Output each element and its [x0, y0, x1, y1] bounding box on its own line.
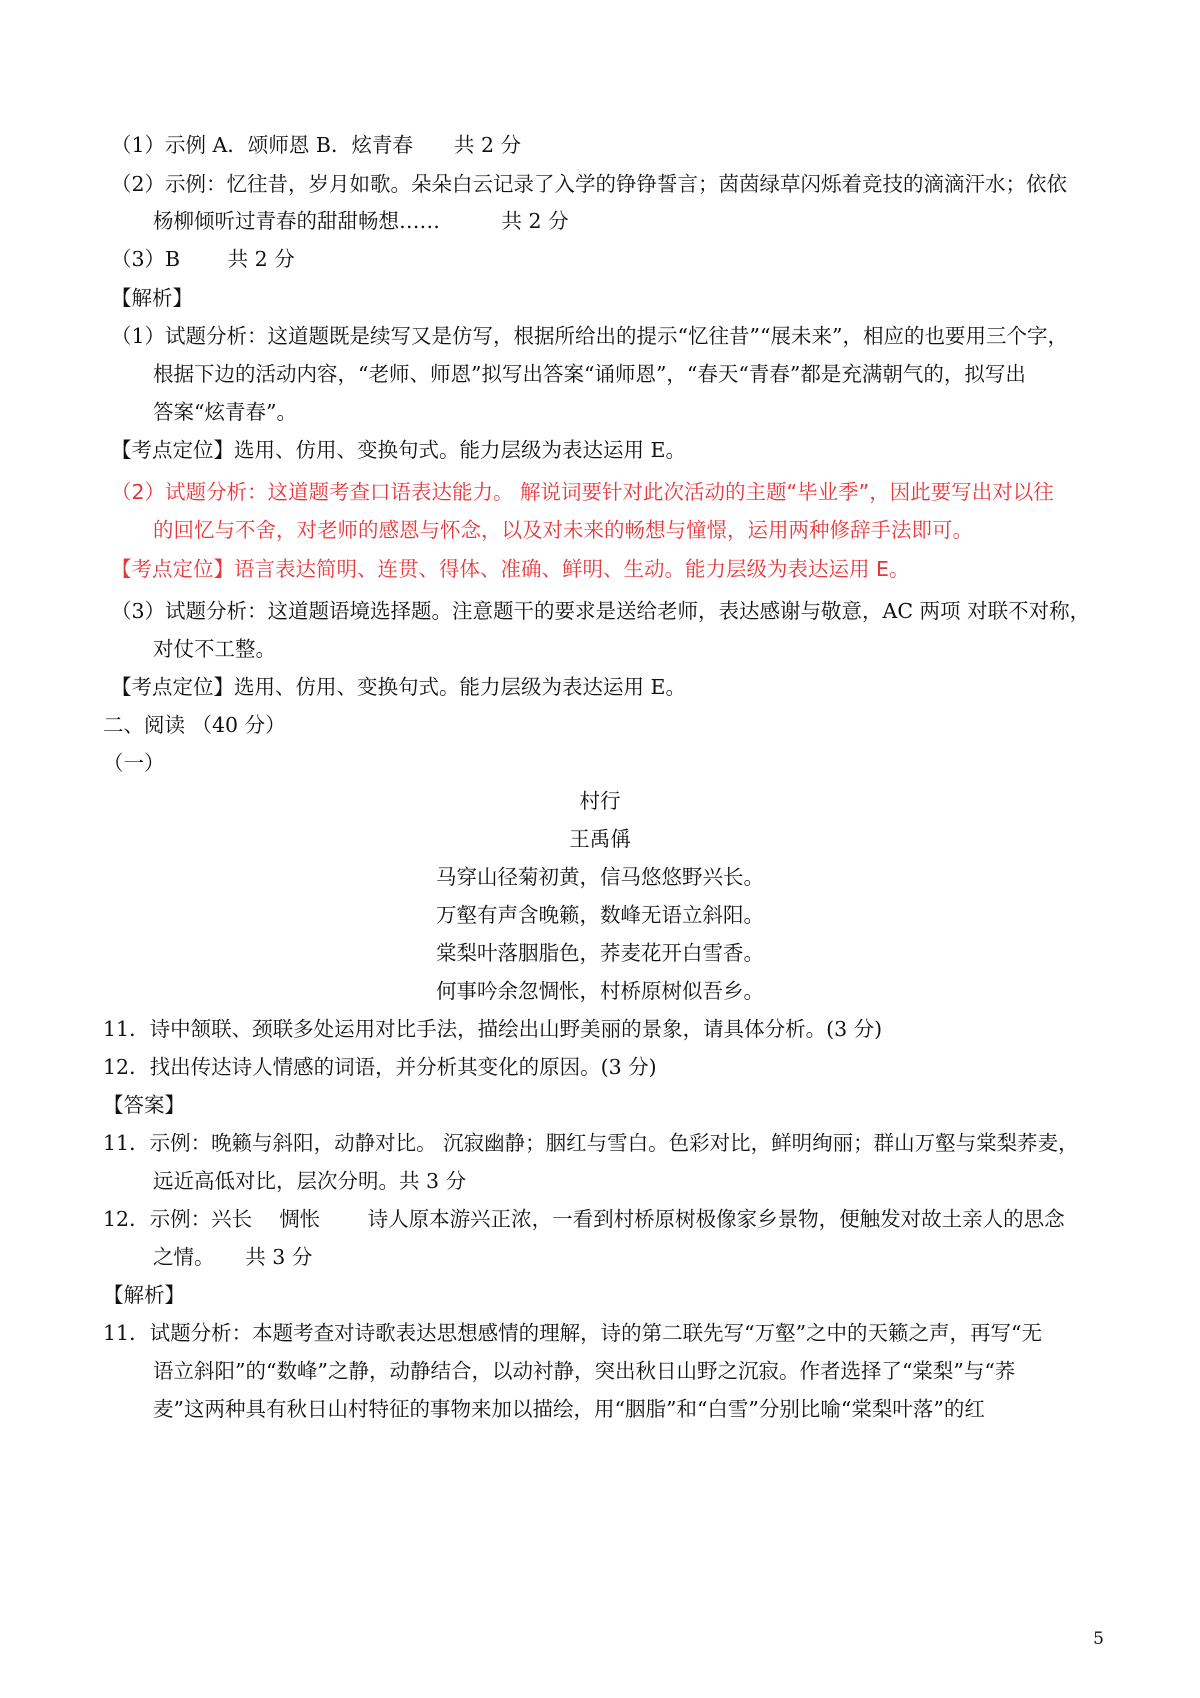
poem-verse: 棠梨叶落胭脂色，荞麦花开白雪香。 [436, 941, 764, 965]
analysis-heading-2: 【解析】 [103, 1283, 185, 1307]
exam-point-3: 【考点定位】选用、仿用、变换句式。能力层级为表达运用 E。 [111, 675, 686, 699]
answer-11-line-1: 11．示例：晚籁与斜阳，动静对比。 沉寂幽静；胭红与雪白。色彩对比，鲜明绚丽；群山万壑与棠梨荞麦， [103, 1131, 1079, 1155]
poem-verse: 何事吟余忽惆怅，村桥原树似吾乡。 [436, 979, 764, 1003]
answer-3: （3）B 共 2 分 [111, 247, 295, 271]
question-11: 11．诗中颔联、颈联多处运用对比手法，描绘出山野美丽的景象，请具体分析。(3 分) [103, 1017, 883, 1041]
answer-12-line-1: 12．示例：兴长 惆怅 诗人原本游兴正浓，一看到村桥原树极像家乡景物，便触发对故土亲人的思念 [103, 1207, 1065, 1231]
poem-author: 王禹偁 [569, 827, 631, 851]
part-one: （一） [103, 751, 165, 775]
answer-11-line-2: 远近高低对比，层次分明。共 3 分 [153, 1169, 467, 1193]
page-number: 5 [1093, 1629, 1104, 1649]
analysis-2-line-2: 的回忆与不舍，对老师的感恩与怀念，以及对未来的畅想与憧憬，运用两种修辞手法即可。 [153, 518, 973, 542]
question-12: 12．找出传达诗人情感的词语，并分析其变化的原因。(3 分) [103, 1055, 657, 1079]
poem-verse: 万壑有声含晚籁，数峰无语立斜阳。 [436, 903, 764, 927]
poem-verse: 马穿山径菊初黄，信马悠悠野兴长。 [436, 865, 764, 889]
analysis-1-line-2: 根据下边的活动内容，“老师、师恩”拟写出答案“诵师恩”，“春天“青春”都是充满朝气的，拟写出 [153, 362, 1026, 386]
analysis-11-line-2: 语立斜阳”的“数峰”之静，动静结合，以动衬静，突出秋日山野之沉寂。作者选择了“棠梨”与“荞 [153, 1359, 1016, 1383]
exam-point-1: 【考点定位】选用、仿用、变换句式。能力层级为表达运用 E。 [111, 438, 686, 462]
answer-12-line-2: 之情。 共 3 分 [153, 1245, 313, 1269]
exam-point-2: 【考点定位】语言表达简明、连贯、得体、准确、鲜明、生动。能力层级为表达运用 E。 [111, 557, 910, 581]
analysis-3-line-1: （3）试题分析：这道题语境选择题。注意题干的要求是送给老师，表达感谢与敬意，AC 两项 对联不对称， [111, 599, 1091, 623]
answer-1: （1）示例 A．颂师恩 B．炫青春 共 2 分 [111, 133, 522, 157]
analysis-1-line-1: （1）试题分析：这道题既是续写又是仿写，根据所给出的提示“忆往昔”“展未来”，相应的也要用三个字， [111, 324, 1068, 348]
analysis-1-line-3: 答案“炫青春”。 [153, 400, 297, 424]
answer-2-line-2: 杨柳倾听过青春的甜甜畅想…… 共 2 分 [153, 209, 569, 233]
answer-2-line-1: （2）示例：忆往昔，岁月如歌。朵朵白云记录了入学的铮铮誓言；茵茵绿草闪烁着竞技的滴滴汗水；依依 [111, 172, 1068, 196]
analysis-heading: 【解析】 [111, 286, 193, 310]
poem-title: 村行 [579, 789, 621, 813]
section-reading: 二、阅读 （40 分） [103, 713, 286, 737]
answer-heading: 【答案】 [103, 1093, 185, 1117]
analysis-11-line-1: 11．试题分析：本题考查对诗歌表达思想感情的理解，诗的第二联先写“万壑”之中的天籁之声，再写“无 [103, 1321, 1043, 1345]
analysis-11-line-3: 麦”这两种具有秋日山村特征的事物来加以描绘，用“胭脂”和“白雪”分别比喻“棠梨叶落”的红 [153, 1397, 985, 1421]
analysis-3-line-2: 对仗不工整。 [153, 637, 276, 661]
analysis-2-line-1: （2）试题分析：这道题考查口语表达能力。 解说词要针对此次活动的主题“毕业季”，因此要写出对以往 [111, 480, 1054, 504]
